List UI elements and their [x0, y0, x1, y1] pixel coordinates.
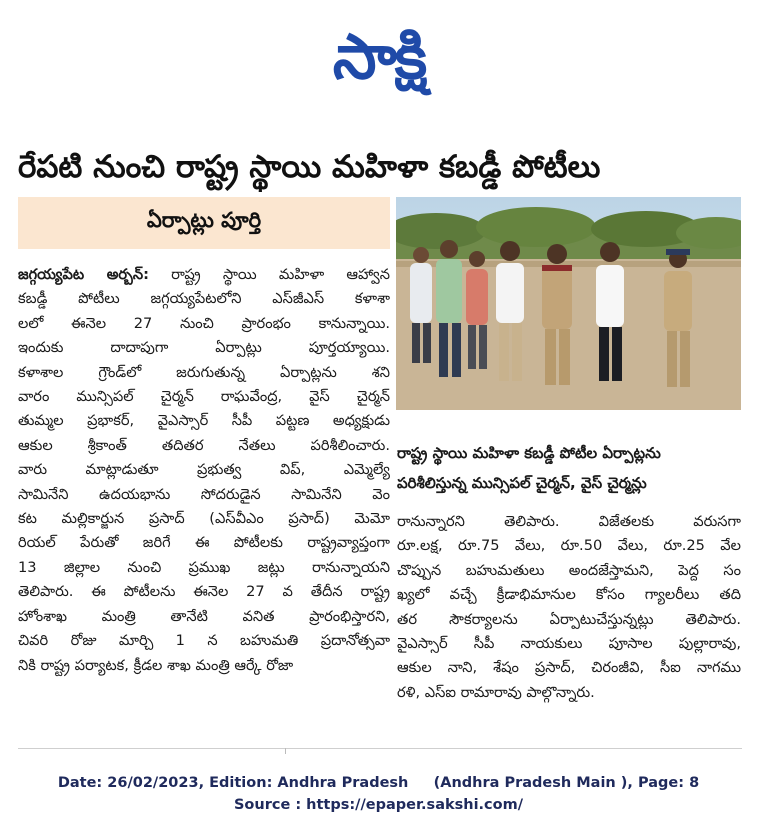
body-line: చివరి రోజు మార్చి 1 న బహుమతి ప్రదానోత్సవా: [18, 632, 390, 650]
photo-caption: [397, 438, 741, 498]
body-line: [18, 263, 390, 287]
divider: [18, 748, 742, 749]
body-line: చొప్పున బహుమతులు అందజేస్తామని, పెద్ద సం: [397, 561, 741, 579]
body-line: రియల్ పేరుతో జరిగే ఈ పోటీలకు రాష్ట్రవ్యాప్తంగా: [18, 534, 390, 552]
body-line: రూ.లక్ష, రూ.75 వేలు, రూ.50 వేలు, రూ.25 వేల: [397, 537, 741, 555]
footer-source-link[interactable]: Source : https://epaper.sakshi.com/: [233, 797, 524, 813]
subheadline: ఏర్పాట్లు పూర్తి: [18, 197, 390, 249]
body-line: వారం మున్సిపల్ చైర్మన్ రాఘవేంద్ర, వైస్ చైర్మన్: [18, 388, 390, 406]
body-line: ఆకుల శ్రీకాంత్ తదితర నేతలు పరిశీలించారు.: [18, 436, 390, 454]
caption-line: రాష్ట్ర స్థాయి మహిళా కబడ్డీ పోటీల ఏర్పాట్లను: [397, 444, 661, 462]
right-column: [397, 510, 741, 705]
body-line: కళాశాల గ్రౌండ్‌లో జరుగుతున్న ఏర్పాట్లను శని: [18, 363, 390, 381]
body-line: ఖ్యలో వచ్చే క్రీడాభిమానుల కోసం గ్యాలరీలు తది: [397, 586, 741, 604]
body-line: నికి రాష్ట్ర పర్యాటక, క్రీడల శాఖ మంత్రి ఆర్కే రోజా: [18, 656, 294, 674]
body-line: రానున్నారని తెలిపారు. విజేతలకు వరుసగా: [397, 513, 741, 530]
body-line: కట మల్లికార్జున ప్రసాద్ (ఎస్‌వీఎం ప్రసాద్) మెమో: [18, 510, 390, 528]
footer: [0, 772, 757, 816]
footer-edition-info: Date: 26/02/2023, Edition: Andhra Pradesh (Andhra Pradesh Main ), Page: 8: [57, 775, 700, 791]
body-line: వైఎస్సార్ సీపీ నాయకులు పూసాల పుల్లారావు,: [397, 635, 741, 653]
body-line: 13 జిల్లాల నుంచి ప్రముఖ జట్లు రానున్నాయని: [18, 558, 390, 576]
body-line: తెలిపారు. ఈ పోటీలను ఈనెల 27 వ తేదీన రాష్ట్ర: [18, 583, 390, 601]
byline: జగ్గయ్యపేట అర్బన్:: [18, 266, 149, 283]
photo-officials-inspecting-ground: [396, 197, 741, 410]
news-photo: [396, 197, 741, 410]
body-line: రళి, ఎస్ఐ రామారావు పాల్గొన్నారు.: [397, 683, 595, 701]
body-line: వారు మాట్లాడుతూ ప్రభుత్వ విప్, ఎమ్మెల్యే: [18, 461, 390, 479]
body-line: హోంశాఖ మంత్రి తానేటి వనిత ప్రారంభిస్తారని,: [18, 607, 390, 625]
body-line: తుమ్మల ప్రభాకర్, వైఎస్సార్ సీపీ పట్టణ అధ్యక్షుడు: [18, 412, 390, 430]
left-column: [18, 263, 390, 678]
body-line: సామినేని ఉదయభాను సోదరుడైన సామినేని వెం: [18, 485, 390, 503]
body-line-text: రాష్ట్ర స్థాయి మహిళా ఆహ్వాన: [171, 266, 390, 283]
sakshi-logo: సాక్షి: [332, 20, 426, 93]
body-line: కబడ్డీ పోటీలు జగ్గయ్యపేటలోని ఎస్‌జీఎస్ కళాశా: [18, 290, 390, 308]
body-line: లలో ఈనెల 27 నుంచి ప్రారంభం కానున్నాయి.: [18, 314, 390, 332]
divider-tick: [285, 748, 286, 754]
body-line: ఇందుకు దాదాపుగా ఏర్పాట్లు పూర్తయ్యాయి.: [18, 339, 390, 357]
body-line: తర సౌకర్యాలను ఏర్పాటుచేస్తున్నట్లు తెలిపారు.: [397, 610, 741, 628]
headline: రేపటి నుంచి రాష్ట్ర స్థాయి మహిళా కబడ్డీ పోటీలు: [18, 149, 601, 185]
body-line: ఆకుల నాని, శేషం ప్రసాద్, చిరంజీవి, సీఐ నాగము: [397, 659, 741, 677]
caption-line: పరిశీలిస్తున్న మున్సిపల్ చైర్మన్, వైస్ చైర్మన్లు: [397, 474, 647, 492]
